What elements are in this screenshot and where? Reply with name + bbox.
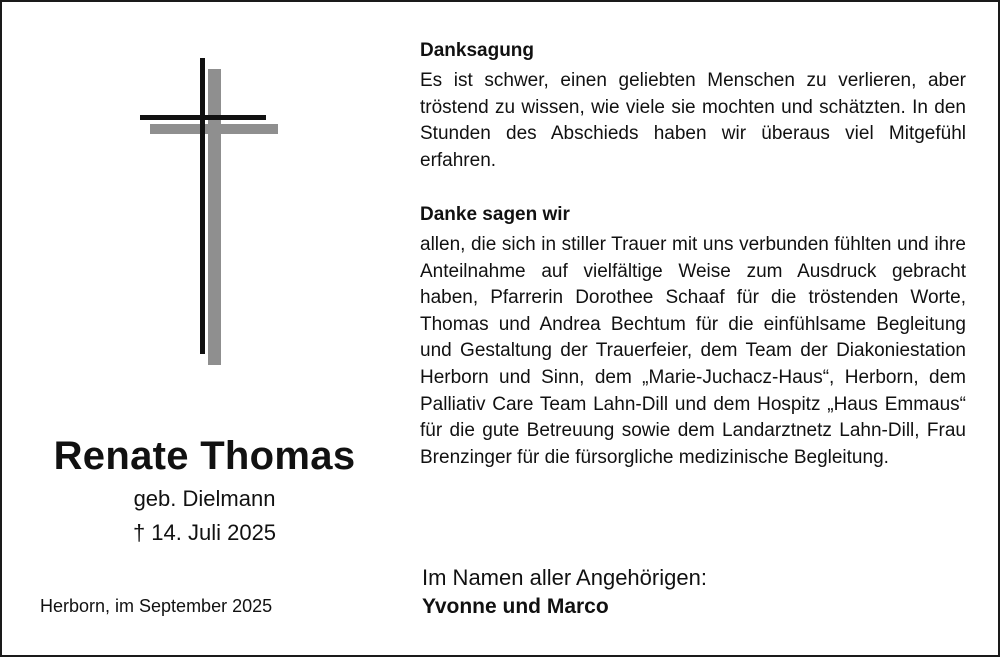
- heading-danksagung: Danksagung: [420, 40, 535, 61]
- place-and-date: Herborn, im September 2025: [40, 596, 273, 616]
- paragraph-danksagung: Es ist schwer, einen geliebten Menschen zu verlieren, aber tröstend zu wissen, wie viele sie mochten und schätzten. In den Stunden des Abschieds haben wir überaus viel Mitgefühl erfahren.: [420, 70, 966, 171]
- cross-horizontal: [140, 115, 266, 120]
- cross-shadow-horizontal: [150, 124, 278, 134]
- birth-name: geb. Dielmann: [133, 486, 276, 511]
- paragraph-thanks-list: allen, die sich in stiller Trauer mit uns verbunden fühlten und ihre Anteilnahme auf vielfältige Weise zum Ausdruck gebracht haben, Pfarrerin Dorothee Schaaf für die tröstenden Worte, Thomas und Andrea Bechtum für die einfühlsame Begleitung und Gestaltung der Trauerfeier, dem Team der Diakoniestation Herborn und Sinn, dem „Marie-Juchacz-Haus“, Herborn, dem Palliativ Care Team Lahn-Dill und dem Hospitz „Haus Emmaus“ für die gute Betreuung sowie dem Landarztnetz Lahn-Dill, Frau Brenzinger für die fürsorgliche medizinische Begleitung.: [420, 234, 966, 468]
- signature: Yvonne und Marco: [422, 595, 609, 618]
- cross-vertical: [200, 58, 205, 354]
- death-date: † 14. Juli 2025: [132, 520, 277, 545]
- heading-danke-sagen-wir: Danke sagen wir: [420, 204, 570, 225]
- cross-shadow-vertical: [208, 69, 221, 365]
- cross-icon: [132, 52, 292, 372]
- deceased-name: Renate Thomas: [53, 434, 356, 478]
- closing-line: Im Namen aller Angehörigen:: [422, 565, 707, 590]
